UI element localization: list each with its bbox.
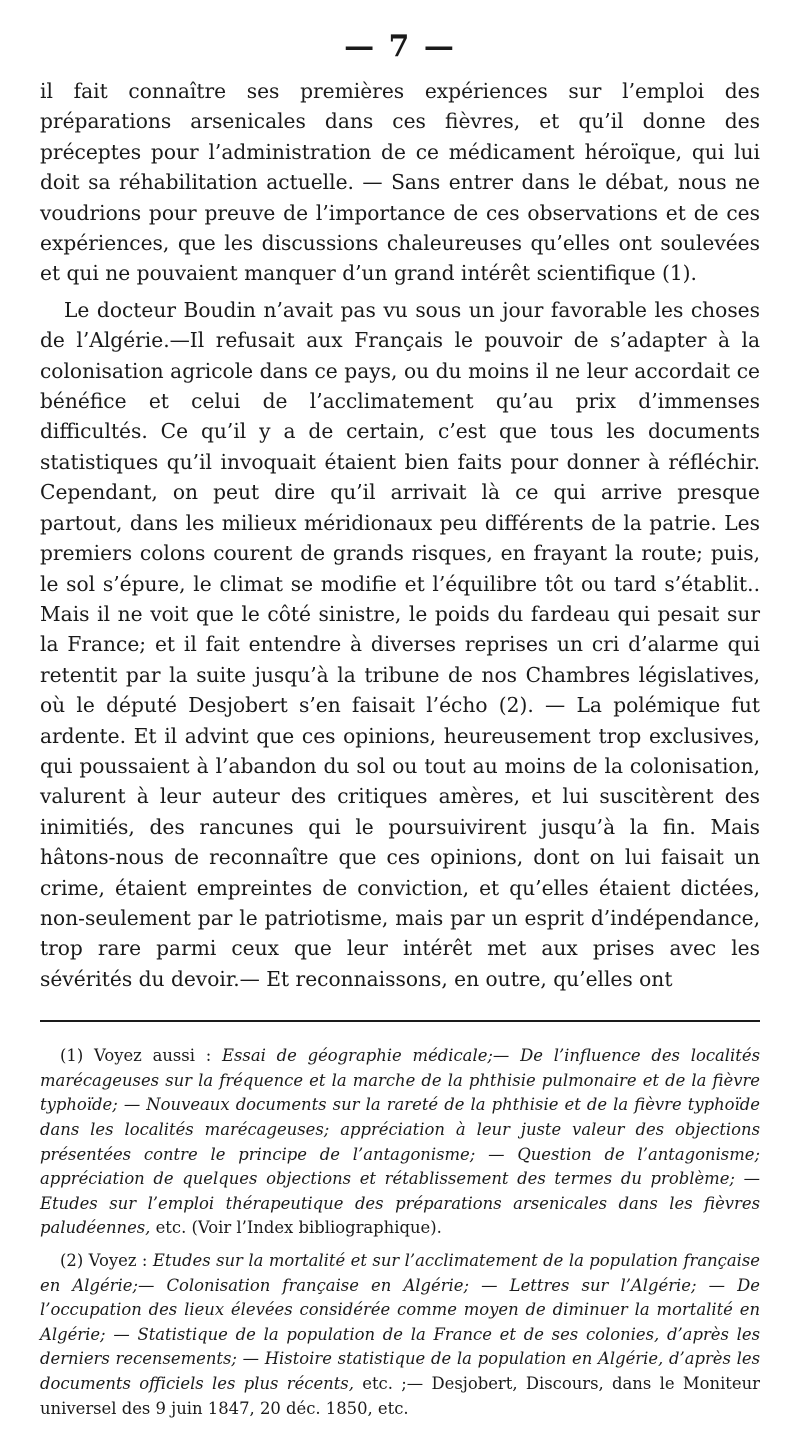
footnote-1-body: Essai de géographie médicale;— De l’influence des localités marécageuses sur la fréquence et la marche de la phthisie pulmonaire et de la fièvre typhoïde; — Nouveaux documents sur la rareté de la phthisie et de la fièvre typhoïde dans les localités marécageuses; appréciation à leur juste valeur des objections présentées contre le principe de l’antagonisme; — Question de l’antagonisme; appréciation de quelques objections et rétablissement des termes du problème; — Etudes sur l’emploi thérapeutique des préparations arsenicales dans les fièvres paludéennes, <box>40 1046 760 1238</box>
footnotes <box>40 1044 760 1421</box>
footnote-1-tail: etc. (Voir l’Index bibliographique). <box>155 1218 442 1238</box>
footnote-divider <box>40 1020 760 1022</box>
footnote-2-tail: etc. ;— Desjobert, Discours, dans le Moniteur universel des 9 juin 1847, 20 déc. 1850, etc. <box>40 1373 760 1418</box>
footnote-1 <box>40 1044 760 1241</box>
paragraph-2: Le docteur Boudin n’avait pas vu sous un jour favorable les choses de l’Algérie.—Il refusait aux Français le pouvoir de s’adapter à la colonisation agricole dans ce pays, ou du moins il ne leur accordait ce bénéfice et celui de l’acclimatement qu’au prix d’immenses difficultés. Ce qu’il y a de certain, c’est que tous les documents statistiques qu’il invoquait étaient bien faits pour donner à réfléchir. Cependant, on peut dire qu’il arrivait là ce qui arrive presque partout, dans les milieux méridionaux peu différents de la patrie. Les premiers colons courent de grands risques, en frayant la route; puis, le sol s’épure, le climat se modifie et l’équilibre tôt ou tard s’établit.. Mais il ne voit que le côté sinistre, le poids du fardeau qui pesait sur la France; et il fait entendre à diverses reprises un cri d’alarme qui retentit par la suite jusqu’à la tribune de nos Chambres législatives, où le député Desjobert s’en faisait l’écho (2). — La polémique fut ardente. Et il advint que ces opinions, heureusement trop exclusives, qui poussaient à l’abandon du sol ou tout au moins de la colonisation, valurent à leur auteur des critiques amères, et lui suscitèrent des inimitiés, des rancunes qui le poursuivirent jusqu’à la fin. Mais hâtons-nous de reconnaître que ces opinions, dont on lui faisait un crime, étaient empreintes de conviction, et qu’elles étaient dictées, non-seulement par le patriotisme, mais par un esprit d’indépendance, trop rare parmi ceux que leur intérêt met aux prises avec les sévérités du devoir.— Et reconnaissons, en outre, qu’elles ont <box>40 297 760 991</box>
footnote-2 <box>40 1249 760 1421</box>
footnote-1-lead: (1) Voyez aussi : <box>60 1046 212 1066</box>
footnote-2-lead: (2) Voyez : <box>60 1250 148 1270</box>
page-number: — 7 — <box>344 29 456 64</box>
footnote-2-body: Etudes sur la mortalité et sur l’acclimatement de la population française en Algérie;— Colonisation française en Algérie; — Lettres sur l’Algérie; — De l’occupation des lieux élevées considérée comme moyen de diminuer la mortalité en Algérie; — Statistique de la population de la France et de ses colonies, d’après les derniers recensements; — Histoire statistique de la population en Algérie, d’après les documents officiels les plus récents, <box>40 1250 760 1393</box>
paragraph-1: il fait connaître ses premières expériences sur l’emploi des préparations arsenicales dans ces fièvres, et qu’il donne des préceptes pour l’administration de ce médicament héroïque, qui lui doit sa réhabilitation actuelle. — Sans entrer dans le débat, nous ne voudrions pour preuve de l’importance de ces observations et de ces expériences, que les discussions chaleureuses qu’elles ont soulevées et qui ne pouvaient manquer d’un grand intérêt scientifique (1). <box>40 79 760 286</box>
body-text <box>40 76 760 994</box>
